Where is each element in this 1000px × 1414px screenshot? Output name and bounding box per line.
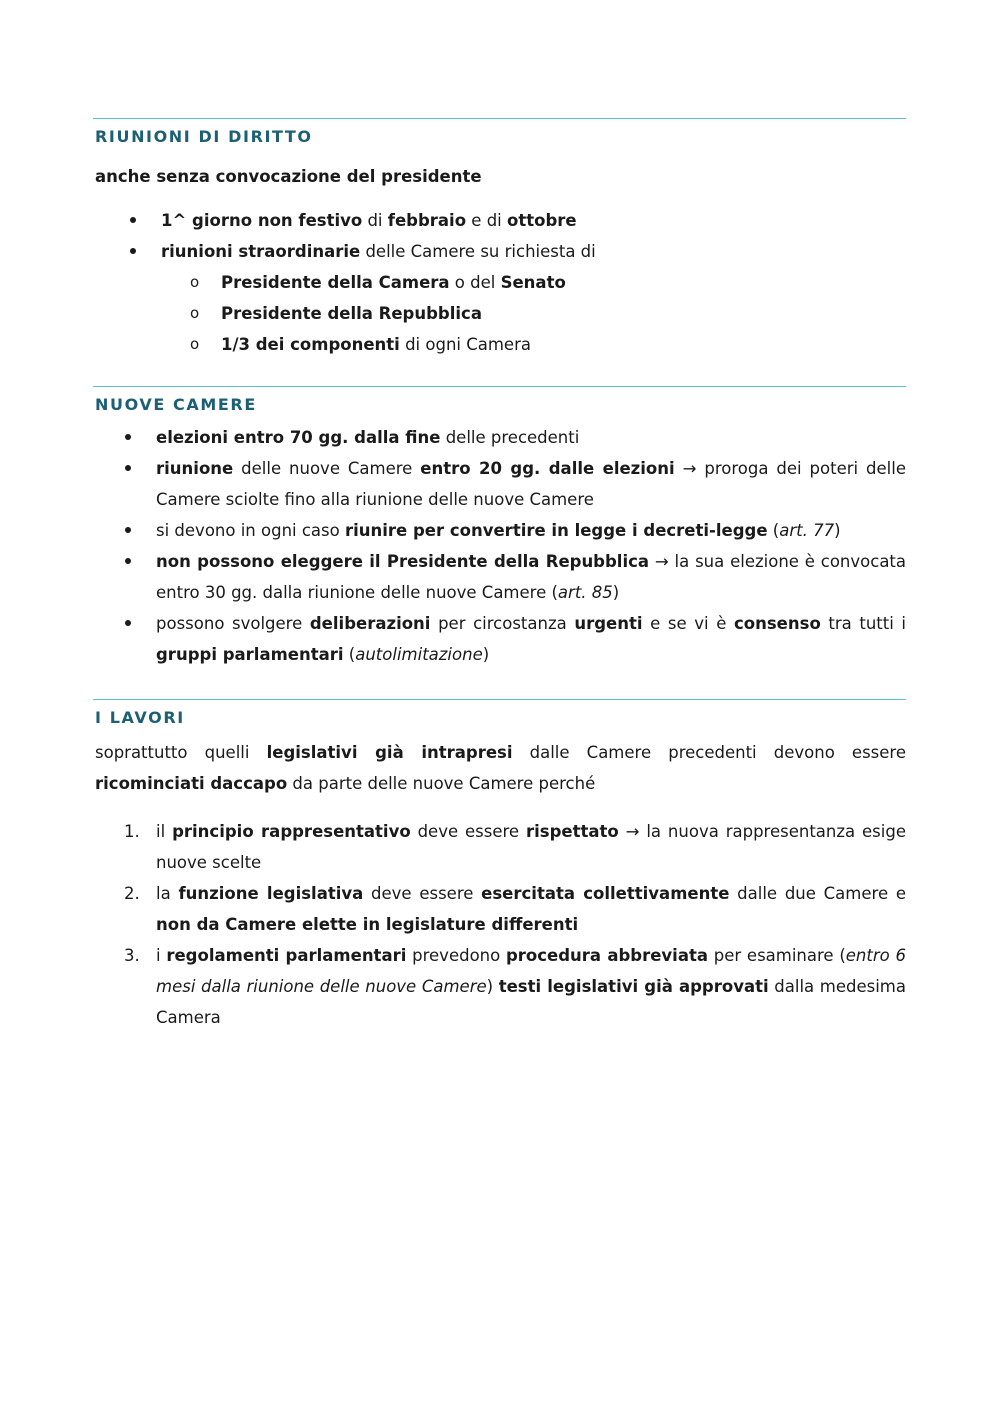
bold-text: riunioni straordinarie	[161, 242, 361, 261]
section-heading: RIUNIONI DI DIRITTO	[95, 127, 313, 146]
list-item-text	[156, 428, 579, 447]
list-item	[94, 205, 906, 236]
section-heading: NUOVE CAMERE	[95, 395, 257, 414]
sub-list-item	[94, 329, 906, 360]
item-number: 1.	[124, 822, 140, 841]
text-run: di	[362, 211, 388, 230]
text-run: la	[156, 884, 179, 903]
list-item	[94, 515, 906, 546]
text-run: da parte delle nuove Camere perché	[287, 774, 596, 793]
bold-text: procedura abbreviata	[505, 946, 708, 965]
numbered-item-text	[156, 884, 906, 934]
text-run: → proroga dei poteri delle Camere sciolte fino alla riunione delle nuove Camere	[156, 459, 906, 509]
text-run: deve essere	[363, 884, 482, 903]
text-run: )	[482, 645, 490, 664]
italic-text: autolimitazione	[355, 645, 483, 664]
section-rule	[93, 386, 906, 387]
list-item-text	[156, 614, 906, 664]
list-item	[94, 236, 906, 267]
italic-text: entro 6 mesi dalla riunione delle nuove Camere	[156, 946, 906, 996]
text-run: delle Camere su richiesta di	[360, 242, 596, 261]
sub-list-item-text	[221, 335, 531, 354]
bold-text: testi legislativi già approvati	[498, 977, 769, 996]
text-run: il	[156, 822, 173, 841]
text-run: dalle due Camere e	[729, 884, 907, 903]
sub-list	[94, 267, 906, 360]
bold-text: regolamenti parlamentari	[166, 946, 407, 965]
numbered-item	[94, 878, 906, 940]
circle-bullet-icon: o	[190, 273, 200, 291]
bold-text: entro 20 gg. dalle elezioni	[420, 459, 675, 478]
text-run: i	[156, 946, 167, 965]
text-run: e di	[466, 211, 507, 230]
text-run: → la nuova rappresentanza esige nuove scelte	[156, 822, 906, 872]
bullet-icon	[130, 217, 136, 223]
bold-text: Senato	[500, 273, 566, 292]
bold-text: riunione	[156, 459, 234, 478]
bold-text: consenso	[734, 614, 821, 633]
text-run: delle precedenti	[440, 428, 580, 447]
sub-list-item-text	[221, 273, 566, 292]
text-run: prevedono	[406, 946, 506, 965]
list-item	[94, 546, 906, 608]
numbered-item	[94, 940, 906, 1033]
text-run: si devono in ogni caso	[156, 521, 345, 540]
numbered-item-text	[156, 946, 906, 1027]
text-run: (	[343, 645, 356, 664]
italic-text: art. 77	[779, 521, 835, 540]
text-run: dalla medesima Camera	[156, 977, 906, 1027]
numbered-item	[94, 816, 906, 878]
numbered-list	[94, 816, 906, 1033]
section-i-lavori	[94, 699, 906, 1033]
text-run: di ogni Camera	[399, 335, 531, 354]
text-run: )	[486, 977, 499, 996]
section-rule	[93, 699, 906, 700]
text-run: delle nuove Camere	[233, 459, 421, 478]
numbered-item-text	[156, 822, 906, 872]
bold-text: non possono eleggere il Presidente della Repubblica	[156, 552, 650, 571]
text-run: soprattutto quelli	[95, 743, 267, 762]
list-item-text	[156, 552, 906, 602]
bold-text: ottobre	[507, 211, 577, 230]
sub-list-item-text	[221, 304, 482, 323]
document-page	[94, 118, 906, 1033]
text-run: deve essere	[410, 822, 526, 841]
circle-bullet-icon: o	[190, 335, 200, 353]
bold-text: legislativi già intrapresi	[266, 743, 513, 762]
text-run: (	[767, 521, 780, 540]
section-riunioni-di-diritto	[94, 118, 906, 360]
section-rule	[93, 118, 906, 119]
list-item	[94, 422, 906, 453]
bold-text: esercitata collettivamente	[481, 884, 730, 903]
circle-bullet-icon: o	[190, 304, 200, 322]
item-number: 2.	[124, 884, 140, 903]
bold-text: principio rappresentativo	[172, 822, 411, 841]
bold-text: riunire per convertire in legge i decreti-legge	[344, 521, 768, 540]
text-run: )	[612, 583, 620, 602]
text-run: e se vi è	[642, 614, 734, 633]
bold-text: febbraio	[387, 211, 467, 230]
item-number: 3.	[124, 946, 140, 965]
bold-text: elezioni entro 70 gg. dalla fine	[156, 428, 441, 447]
bold-text: funzione legislativa	[178, 884, 364, 903]
bold-text: Presidente della Repubblica	[221, 304, 482, 323]
list-item-text	[156, 459, 906, 509]
text-run: → la sua elezione è convocata entro 30 gg. dalla riunione delle nuove Camere (	[156, 552, 907, 602]
section-subtitle: anche senza convocazione del presidente	[95, 167, 482, 186]
sub-list-item	[94, 267, 906, 298]
text-run: )	[834, 521, 841, 540]
bullet-list	[94, 205, 906, 267]
bold-text: gruppi parlamentari	[156, 645, 344, 664]
list-item	[94, 608, 906, 670]
italic-text: art. 85	[557, 583, 613, 602]
bullet-icon	[130, 248, 136, 254]
bold-text: Presidente della Camera	[221, 273, 450, 292]
bold-text: non da Camere elette in legislature differenti	[156, 915, 579, 934]
bullet-icon	[125, 465, 131, 471]
text-run: o del	[449, 273, 501, 292]
bold-text: deliberazioni	[309, 614, 431, 633]
sub-list-item	[94, 298, 906, 329]
bullet-list	[94, 422, 906, 670]
bold-text: urgenti	[574, 614, 643, 633]
text-run: per esaminare (	[707, 946, 846, 965]
list-item-text	[161, 211, 577, 230]
intro-paragraph	[95, 737, 906, 799]
text-run: per circostanza	[430, 614, 575, 633]
bold-text: 1^ giorno non festivo	[161, 211, 363, 230]
bullet-icon	[125, 558, 131, 564]
list-item	[94, 453, 906, 515]
bold-text: 1/3 dei componenti	[221, 335, 400, 354]
section-heading: I LAVORI	[95, 708, 185, 727]
bullet-icon	[125, 620, 131, 626]
list-item-text	[161, 242, 596, 261]
bold-text: rispettato	[525, 822, 619, 841]
list-item-text	[156, 521, 841, 540]
text-run: tra tutti i	[820, 614, 907, 633]
bullet-icon	[125, 527, 131, 533]
text-run: possono svolgere	[156, 614, 310, 633]
bold-text: ricominciati daccapo	[95, 774, 288, 793]
section-nuove-camere	[94, 386, 906, 670]
bullet-icon	[125, 434, 131, 440]
text-run: dalle Camere precedenti devono essere	[512, 743, 906, 762]
